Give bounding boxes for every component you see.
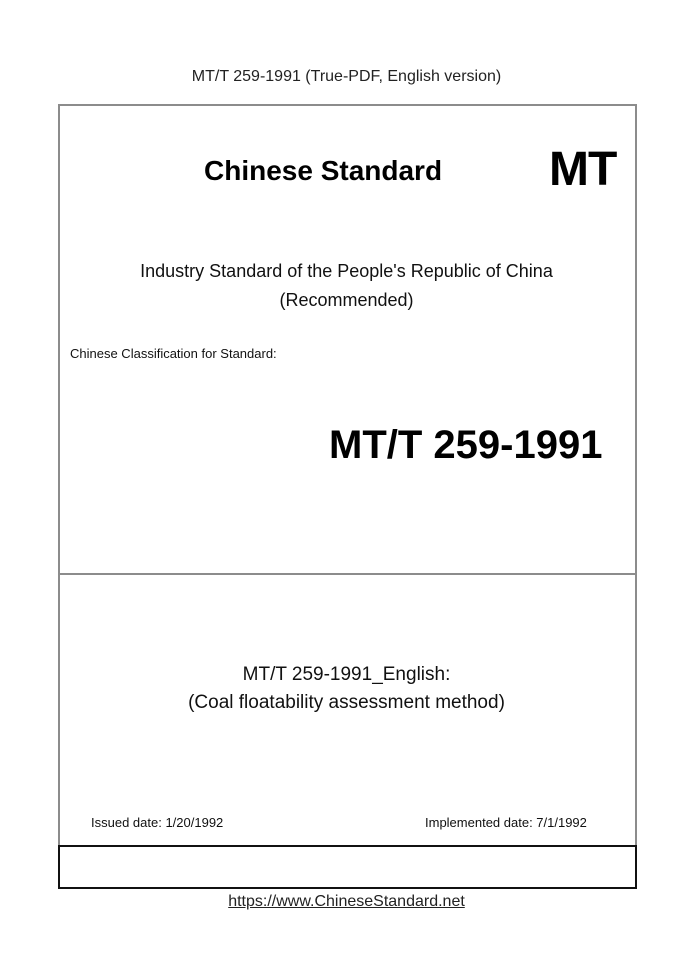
mt-logo-code: MT [549, 143, 617, 196]
industry-standard-heading [0, 257, 693, 315]
english-title [0, 661, 693, 717]
implemented-date: Implemented date: 7/1/1992 [425, 815, 587, 830]
cover-divider [58, 573, 635, 575]
industry-line-1: Industry Standard of the People's Republic of China [140, 261, 553, 281]
standard-number: MT/T 259-1991 [329, 423, 603, 467]
issued-date: Issued date: 1/20/1992 [91, 815, 224, 830]
page-header-title: MT/T 259-1991 (True-PDF, English version) [191, 68, 502, 85]
industry-line-2: (Recommended) [279, 290, 414, 310]
category-title: Chinese Standard [204, 155, 443, 186]
english-title-line-1: MT/T 259-1991_English: [242, 664, 451, 685]
classification-label: Chinese Classification for Standard: [70, 346, 277, 361]
english-title-line-2: (Coal floatability assessment method) [188, 692, 505, 713]
website-link[interactable]: https://www.ChineseStandard.net [228, 893, 465, 910]
cover-frame [58, 104, 637, 847]
cover-bottom-box [58, 845, 637, 889]
